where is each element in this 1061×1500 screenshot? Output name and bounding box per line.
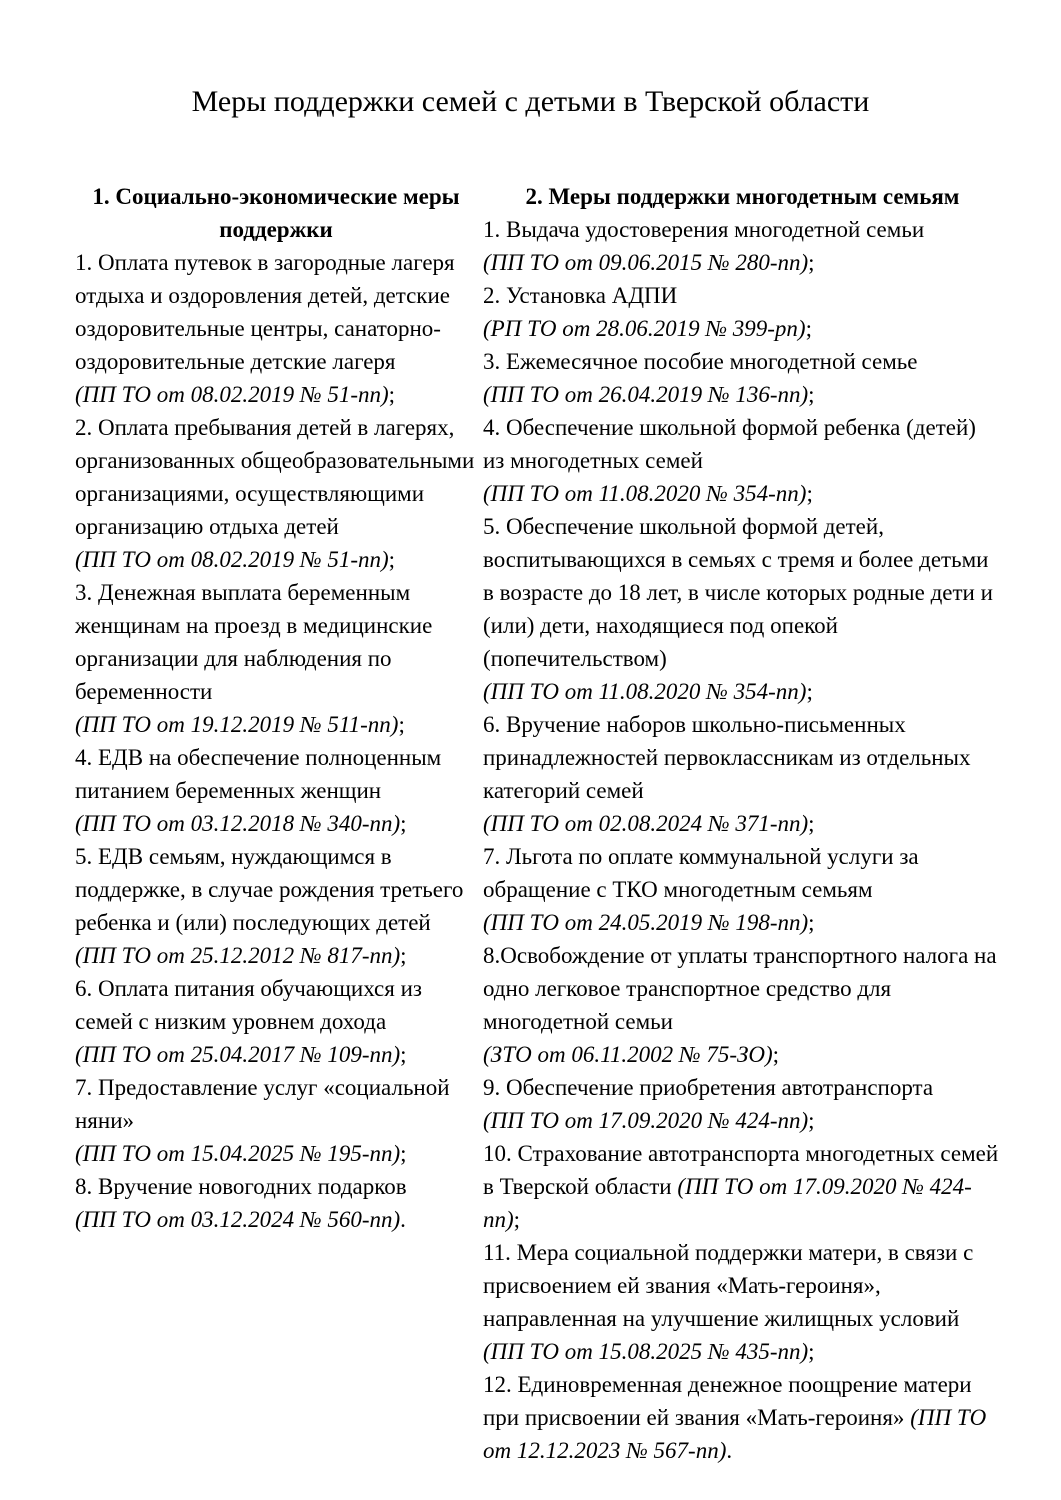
measure-item — [75, 576, 477, 741]
measure-item — [483, 708, 1002, 840]
legal-citation: (ПП ТО от 12.12.2023 № 567-пп) — [483, 1405, 987, 1463]
column-heading-social-economic: 1. Социально-экономические меры поддержки — [92, 184, 460, 242]
citation-tail-punctuation: ; — [808, 1339, 815, 1364]
citation-line — [75, 807, 477, 840]
citation-line — [483, 312, 1002, 345]
measure-text: 4. Обеспечение школьной формой ребенка (детей) из многодетных семей — [483, 415, 976, 473]
measure-item — [483, 213, 1002, 279]
measure-text: 12. Единовременная денежное поощрение матери при присвоении ей звания «Мать-героиня» — [483, 1372, 972, 1430]
citation-tail-punctuation: ; — [513, 1207, 521, 1232]
measure-text: 8.Освобождение от уплаты транспортного налога на одно легковое транспортное средство для многодетной семьи — [483, 943, 997, 1034]
measure-text: 3. Ежемесячное пособие многодетной семье — [483, 349, 918, 374]
citation-tail-punctuation: ; — [808, 1108, 815, 1133]
citation-line — [483, 675, 1002, 708]
citation-tail-punctuation: ; — [808, 382, 815, 407]
measure-text: 4. ЕДВ на обеспечение полноценным питанием беременных женщин — [75, 745, 442, 803]
measure-item — [75, 840, 477, 972]
measure-item — [483, 1368, 1002, 1467]
citation-tail-punctuation: ; — [388, 547, 396, 572]
legal-citation: (ПП ТО от 15.04.2025 № 195-пп) — [75, 1141, 401, 1166]
legal-citation: (ПП ТО от 26.04.2019 № 136-пп) — [483, 382, 809, 407]
measure-text: 2. Установка АДПИ — [483, 283, 678, 308]
legal-citation: (ПП ТО от 25.12.2012 № 817-пп) — [75, 943, 401, 968]
legal-citation: (ПП ТО от 25.04.2017 № 109-пп) — [75, 1042, 401, 1067]
measure-item — [483, 1071, 1002, 1137]
citation-tail-punctuation: ; — [806, 679, 813, 704]
citation-tail-punctuation: ; — [806, 481, 813, 506]
legal-citation: (ПП ТО от 09.06.2015 № 280-пп) — [483, 250, 809, 275]
measure-item — [75, 972, 477, 1071]
legal-citation: (ПП ТО от 08.02.2019 № 51-пп) — [75, 382, 389, 407]
measure-item — [75, 1170, 477, 1236]
measure-text: 8. Вручение новогодних подарков — [75, 1174, 407, 1199]
measure-item — [483, 279, 1002, 345]
measure-text: 5. Обеспечение школьной формой детей, воспитывающихся в семьях с тремя и более детьми в возрасте до 18 лет, в числе которых родные дети и (или) дети, находящиеся под опекой (попечительством) — [483, 514, 993, 671]
citation-tail-punctuation: ; — [400, 1141, 407, 1166]
citation-line — [483, 1339, 815, 1364]
measure-text: 7. Льгота по оплате коммунальной услуги за обращение с ТКО многодетным семьям — [483, 844, 919, 902]
citation-line — [483, 1038, 1002, 1071]
citation-tail-punctuation: ; — [805, 316, 812, 341]
page-title: Меры поддержки семей с детьми в Тверской области — [191, 85, 870, 118]
citation-line — [75, 543, 477, 576]
citation-line — [75, 1038, 477, 1071]
column-social-economic-measures — [75, 180, 477, 1236]
legal-citation: (ЗТО от 06.11.2002 № 75-ЗО) — [483, 1042, 773, 1067]
measure-text: 5. ЕДВ семьям, нуждающимся в поддержке, в случае рождения третьего ребенка и (или) последующих детей — [75, 844, 464, 935]
citation-line — [483, 477, 1002, 510]
citation-line — [483, 906, 1002, 939]
measure-item — [483, 1137, 1002, 1236]
measure-text: 7. Предоставление услуг «социальной няни» — [75, 1075, 450, 1133]
citation-tail-punctuation: ; — [398, 712, 405, 737]
citation-tail-punctuation: ; — [808, 910, 815, 935]
citation-line — [75, 1203, 477, 1236]
columns-container — [75, 180, 1002, 1467]
measure-item — [75, 411, 477, 576]
citation-line — [483, 1104, 1002, 1137]
measure-item — [483, 411, 1002, 510]
column-heading-large-families: 2. Меры поддержки многодетным семьям — [525, 184, 960, 209]
citation-tail-punctuation: . — [400, 1207, 406, 1232]
measure-text: 6. Оплата питания обучающихся из семей с низким уровнем дохода — [75, 976, 422, 1034]
citation-tail-punctuation: ; — [808, 811, 815, 836]
citation-line — [483, 246, 1002, 279]
citation-tail-punctuation: ; — [400, 943, 407, 968]
legal-citation: (ПП ТО от 11.08.2020 № 354-пп) — [483, 481, 807, 506]
citation-tail-punctuation: ; — [808, 250, 815, 275]
citation-line — [75, 708, 477, 741]
measure-item — [75, 741, 477, 840]
measure-text: 1. Выдача удостоверения многодетной семьи — [483, 217, 925, 242]
legal-citation: (ПП ТО от 08.02.2019 № 51-пп) — [75, 547, 389, 572]
citation-line — [75, 939, 477, 972]
measure-text: 3. Денежная выплата беременным женщинам на проезд в медицинские организации для наблюдения по беременности — [75, 580, 433, 704]
legal-citation: (ПП ТО от 19.12.2019 № 511-пп) — [75, 712, 399, 737]
measure-item — [75, 246, 477, 411]
citation-tail-punctuation: ; — [388, 382, 396, 407]
legal-citation: (ПП ТО от 17.09.2020 № 424-пп) — [483, 1108, 809, 1133]
legal-citation: (ПП ТО от 17.09.2020 № 424-пп) — [483, 1174, 972, 1232]
legal-citation: (ПП ТО от 03.12.2024 № 560-пп) — [75, 1207, 401, 1232]
measure-item — [483, 510, 1002, 708]
measure-text: 1. Оплата путевок в загородные лагеря отдыха и оздоровления детей, детские оздоровительные центры, санаторно-оздоровительные детские лагеря — [75, 250, 455, 374]
legal-citation: (РП ТО от 28.06.2019 № 399-рп) — [483, 316, 806, 341]
measure-item — [483, 939, 1002, 1071]
measure-text: 9. Обеспечение приобретения автотранспорта — [483, 1075, 934, 1100]
citation-tail-punctuation: ; — [400, 811, 407, 836]
citation-line — [483, 807, 1002, 840]
citation-line — [483, 378, 1002, 411]
legal-citation: (ПП ТО от 03.12.2018 № 340-пп) — [75, 811, 401, 836]
citation-line — [75, 378, 477, 411]
legal-citation: (ПП ТО от 11.08.2020 № 354-пп) — [483, 679, 807, 704]
measure-item — [483, 840, 1002, 939]
citation-line — [75, 1137, 477, 1170]
measure-item — [75, 1071, 477, 1170]
citation-tail-punctuation: . — [726, 1438, 733, 1463]
measure-text: 6. Вручение наборов школьно-письменных принадлежностей первоклассникам из отдельных категорий семей — [483, 712, 971, 803]
legal-citation: (ПП ТО от 02.08.2024 № 371-пп) — [483, 811, 809, 836]
legal-citation: (ПП ТО от 15.08.2025 № 435-пп) — [483, 1339, 809, 1364]
citation-tail-punctuation: ; — [400, 1042, 407, 1067]
citation-tail-punctuation: ; — [772, 1042, 780, 1067]
measure-list-social-economic — [75, 246, 477, 1236]
column-large-families-measures — [483, 180, 1002, 1467]
measure-list-large-families — [483, 213, 1002, 1467]
measure-text: 10. Страхование автотранспорта многодетных семей в Тверской области — [483, 1141, 999, 1199]
measure-text: 2. Оплата пребывания детей в лагерях, организованных общеобразовательными организациями, осуществляющими организацию отдыха детей — [75, 415, 475, 539]
measure-item — [483, 1236, 1002, 1368]
measure-text: 11. Мера социальной поддержки матери, в связи с присвоением ей звания «Мать-героиня», направленная на улучшение жилищных условий — [483, 1240, 974, 1331]
legal-citation: (ПП ТО от 24.05.2019 № 198-пп) — [483, 910, 809, 935]
measure-item — [483, 345, 1002, 411]
